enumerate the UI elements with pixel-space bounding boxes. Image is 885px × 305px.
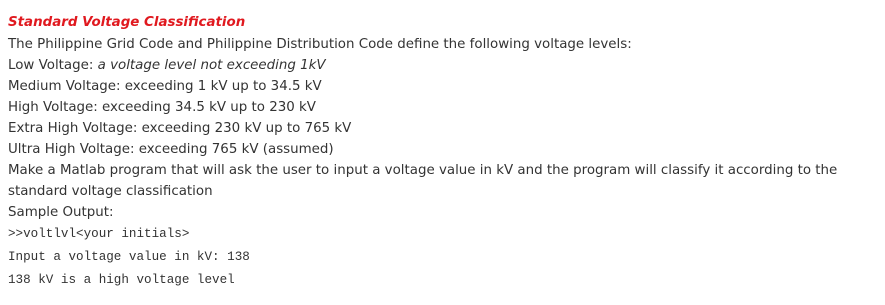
voltage-level-desc: exceeding 34.5 kV up to 230 kV [102,100,316,115]
voltage-level-ultra-high [8,139,878,160]
voltage-level-label: High Voltage: [8,100,103,115]
voltage-level-desc: exceeding 1 kV up to 34.5 kV [124,79,322,94]
intro-text: The Philippine Grid Code and Philippine Distribution Code define the following voltage levels: [8,37,632,52]
task-text: Make a Matlab program that will ask the user to input a voltage value in kV and the program will classify it according to the standard voltage classification [8,163,838,199]
sample-output-line: >>voltlvl<your initials> [8,227,190,241]
voltage-level-label: Ultra High Voltage: [8,142,139,157]
voltage-level-label: Low Voltage: [8,58,98,73]
voltage-level-low [8,55,878,76]
voltage-level-desc: exceeding 765 kV (assumed) [138,142,334,157]
voltage-level-medium [8,76,878,97]
voltage-level-desc: a voltage level not exceeding 1kV [97,58,326,73]
voltage-level-desc: exceeding 230 kV up to 765 kV [141,121,352,136]
voltage-level-high [8,97,878,118]
sample-output-line: 138 kV is a high voltage level [8,273,235,287]
sample-output-line: Input a voltage value in kV: 138 [8,250,250,264]
voltage-level-label: Medium Voltage: [8,79,125,94]
voltage-level-label: Extra High Voltage: [8,121,142,136]
document-title: Standard Voltage Classification [8,15,246,30]
problem-statement [8,11,878,292]
voltage-level-extra-high [8,118,878,139]
sample-output-heading: Sample Output: [8,205,114,220]
